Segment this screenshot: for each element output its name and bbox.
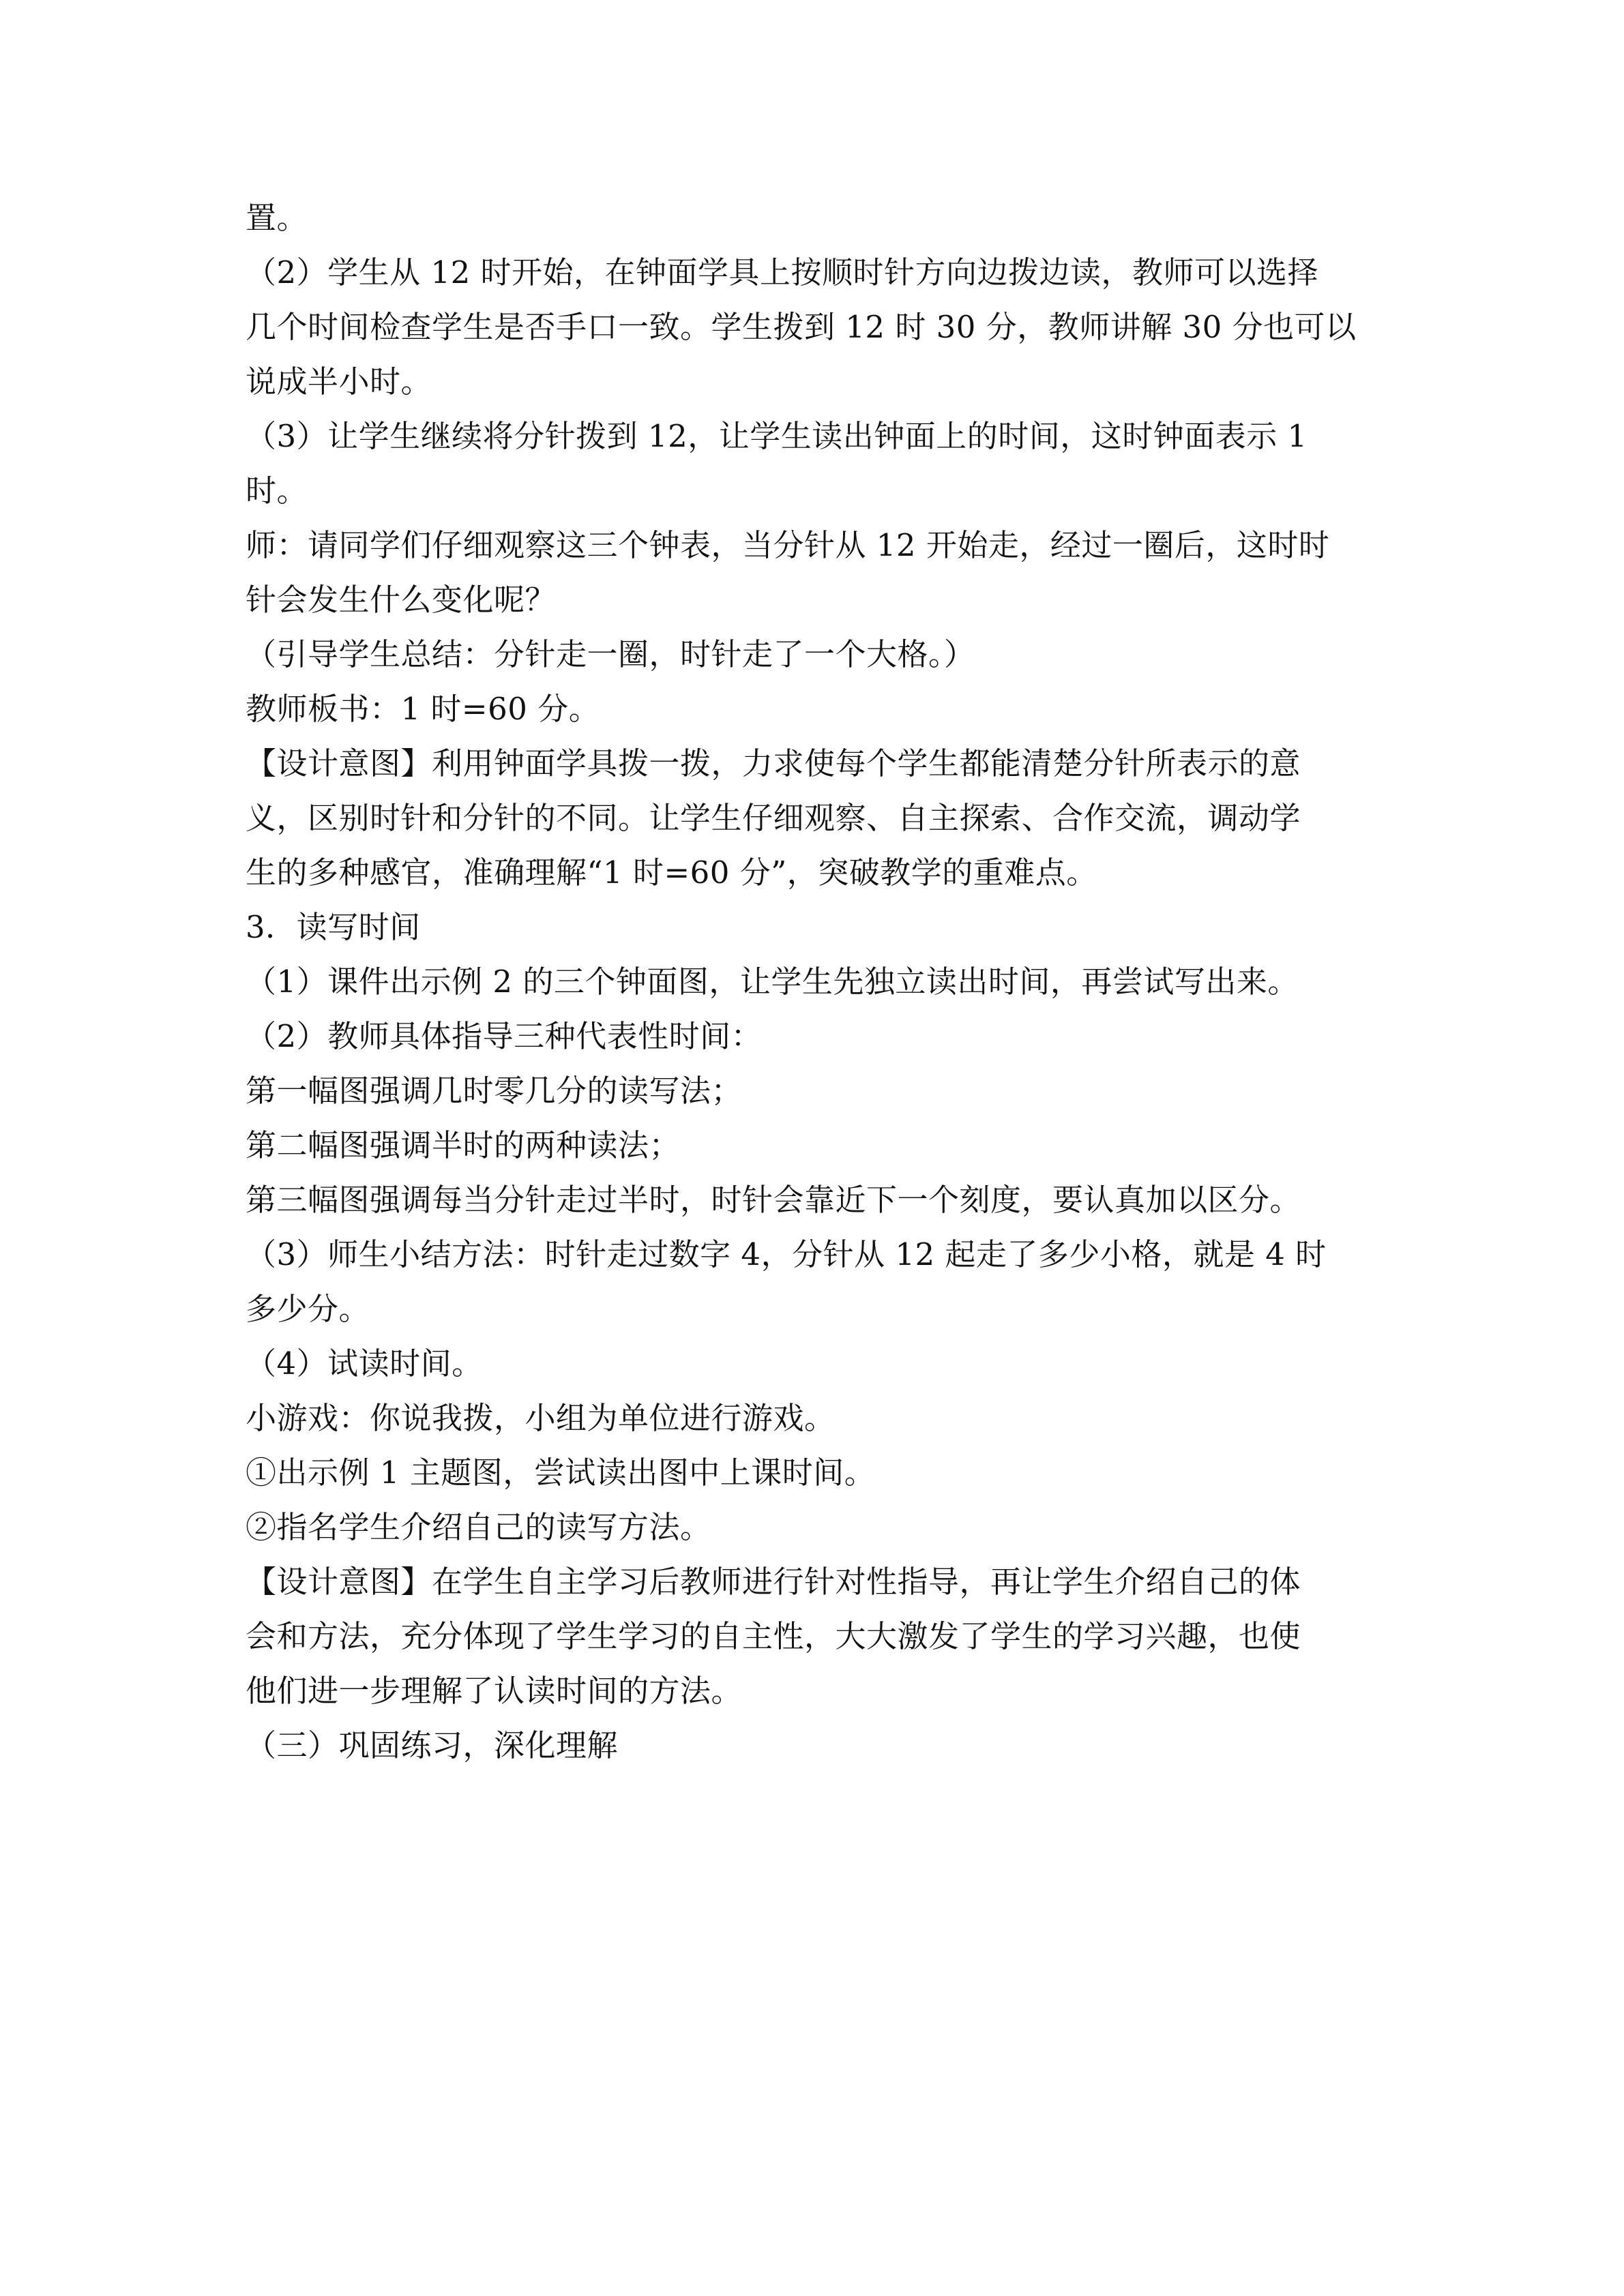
text-line: 师：请同学们仔细观察这三个钟表，当分针从 12 开始走，经过一圈后，这时时: [246, 527, 1330, 563]
text-line: （2）教师具体指导三种代表性时间：: [246, 1018, 763, 1054]
section-heading: 3．读写时间: [246, 909, 421, 945]
text-line: 第三幅图强调每当分针走过半时，时针会靠近下一个刻度，要认真加以区分。: [246, 1182, 1301, 1218]
text-line: 第二幅图强调半时的两种读法；: [246, 1127, 681, 1163]
text-line: 多少分。: [246, 1291, 370, 1327]
section-heading: （三）巩固练习，深化理解: [246, 1727, 619, 1763]
design-intent-line: 【设计意图】利用钟面学具拨一拨，力求使每个学生都能清楚分针所表示的意: [246, 745, 1301, 781]
design-intent-line: 生的多种感官，准确理解“1 时=60 分”，突破教学的重难点。: [246, 854, 1097, 891]
design-intent-line: 义，区别时针和分针的不同。让学生仔细观察、自主探索、合作交流，调动学: [246, 800, 1301, 836]
design-intent-line: 【设计意图】在学生自主学习后教师进行针对性指导，再让学生介绍自己的体: [246, 1564, 1301, 1600]
text-line: 说成半小时。: [246, 363, 432, 400]
design-intent-line: 会和方法，充分体现了学生学习的自主性，大大激发了学生的学习兴趣，也使: [246, 1618, 1301, 1654]
text-line: 几个时间检查学生是否手口一致。学生拨到 12 时 30 分，教师讲解 30 分也可以: [246, 309, 1357, 345]
text-line: 教师板书：1 时=60 分。: [246, 691, 600, 727]
text-line: ①出示例 1 主题图，尝试读出图中上课时间。: [246, 1455, 876, 1491]
text-line: 针会发生什么变化呢？: [246, 582, 557, 618]
text-line: ②指名学生介绍自己的读写方法。: [246, 1509, 711, 1545]
text-line: （引导学生总结：分针走一圈，时针走了一个大格。）: [246, 636, 975, 672]
text-line: 小游戏：你说我拨，小组为单位进行游戏。: [246, 1400, 836, 1436]
document-body: [246, 191, 1378, 1773]
text-line: （4）试读时间。: [246, 1345, 483, 1382]
text-line: 时。: [246, 473, 308, 509]
text-line: （2）学生从 12 时开始，在钟面学具上按顺时针方向边拨边读，教师可以选择: [246, 254, 1319, 290]
text-line: （3）师生小结方法：时针走过数字 4，分针从 12 起走了多少小格，就是 4 时: [246, 1236, 1327, 1272]
text-line: 置。: [246, 200, 308, 236]
design-intent-line: 他们进一步理解了认读时间的方法。: [246, 1673, 743, 1709]
text-line: （1）课件出示例 2 的三个钟面图，让学生先独立读出时间，再尝试写出来。: [246, 964, 1299, 1000]
text-line: （3）让学生继续将分针拨到 12，让学生读出钟面上的时间，这时钟面表示 1: [246, 418, 1308, 454]
text-line: 第一幅图强调几时零几分的读写法；: [246, 1073, 743, 1109]
